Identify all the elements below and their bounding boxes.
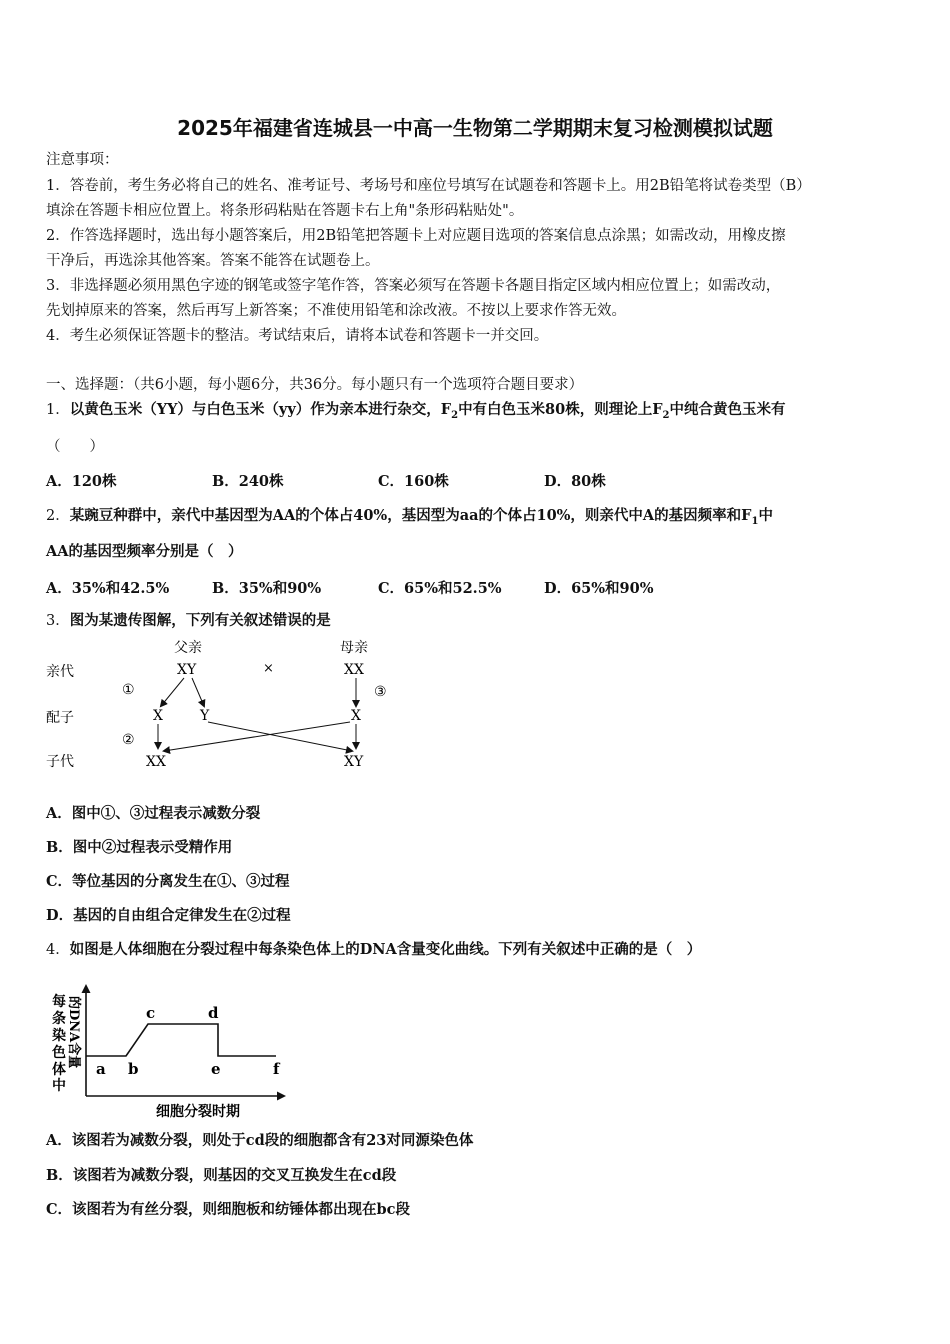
ylabel-char-3: 染	[52, 1028, 66, 1044]
question-1-bracket: （ ）	[46, 439, 104, 455]
q3-option-a[interactable]: A．图中①、③过程表示减数分裂	[46, 805, 261, 822]
q3-option-d[interactable]: D．基因的自由组合定律发生在②过程	[46, 907, 291, 924]
section-heading: 一、选择题：（共6小题，每小题6分，共36分。每小题只有一个选项符合题目要求）	[46, 377, 584, 393]
ylabel-char-5: 体	[52, 1062, 66, 1078]
q1-text-b: 中有白色玉米80株，则理论上F	[458, 401, 663, 418]
q4-option-b[interactable]: B．该图若为减数分裂，则基因的交叉互换发生在cd段	[46, 1167, 397, 1184]
y-axis-label	[51, 993, 82, 1094]
ylabel-rotated: 的DNA含量	[66, 996, 81, 1069]
dna-content-graph	[44, 978, 294, 1123]
notice-line-6: 先划掉原来的答案，然后再写上新答案；不准使用铅笔和涂改液。不按以上要求作答无效。	[46, 303, 626, 319]
q1-text-a: 以黄色玉米（YY）与白色玉米（yy）作为亲本进行杂交，F	[69, 401, 452, 418]
notice-line-1: 1．答卷前，考生务必将自己的姓名、准考证号、考场号和座位号填写在试题卷和答题卡上。用2B铅笔将试卷类型（B）	[46, 178, 811, 194]
notice-line-4: 干净后，再选涂其他答案。答案不能答在试题卷上。	[46, 253, 380, 269]
arrow-mx-to-xx	[164, 722, 350, 751]
father-label: 父亲	[174, 640, 202, 656]
q2-option-a[interactable]: A．35%和42.5%	[46, 580, 170, 597]
offspring-xy: XY	[344, 754, 364, 770]
q4-option-c[interactable]: C．该图若为有丝分裂，则细胞板和纺锤体都出现在bc段	[46, 1201, 411, 1218]
q3-option-c[interactable]: C．等位基因的分离发生在①、③过程	[46, 873, 290, 890]
q2-option-b[interactable]: B．35%和90%	[212, 580, 322, 597]
q3-text: 图为某遗传图解，下列有关叙述错误的是	[69, 612, 331, 629]
q2-text-a: 某豌豆种群中，亲代中基因型为AA的个体占40%，基因型为aa的个体占10%，则亲代中A的基因频率和F	[69, 507, 752, 524]
ylabel-char-1: 每	[52, 994, 66, 1010]
question-3-stem	[46, 611, 906, 631]
question-2-options	[46, 577, 654, 598]
point-d: d	[208, 1004, 219, 1022]
step-3-label: ③	[374, 684, 387, 700]
q4-option-a[interactable]: A．该图若为减数分裂，则处于cd段的细胞都含有23对同源染色体	[46, 1132, 474, 1149]
question-4-stem	[46, 940, 906, 960]
notice-line-7: 4．考生必须保证答题卡的整洁。考试结束后，请将本试卷和答题卡一并交回。	[46, 328, 549, 344]
q2-option-d[interactable]: D．65%和90%	[544, 580, 654, 597]
question-4-number: 4．	[46, 942, 70, 958]
notice-line-5: 3．非选择题必须用黑色字迹的钢笔或签字笔作答，答案必须写在答题卡各题目指定区域内相应位置上；如需改动，	[46, 278, 781, 294]
gamete-mother-x: X	[351, 708, 361, 724]
cross-sign: ×	[263, 661, 274, 676]
ylabel-char-6: 中	[52, 1078, 66, 1094]
arrow-father-to-x	[161, 678, 184, 706]
row-label-offspring: 子代	[46, 754, 74, 770]
father-genotype: XY	[177, 662, 197, 678]
question-2-stem-line2: AA的基因型频率分别是（ ）	[46, 543, 243, 560]
offspring-xx: XX	[146, 754, 166, 770]
point-e: e	[211, 1060, 221, 1078]
step-1-label: ①	[122, 682, 135, 698]
q3-option-b[interactable]: B．图中②过程表示受精作用	[46, 839, 233, 856]
q2-text-b: 中	[758, 507, 773, 524]
exam-title: 2025年福建省连城县一中高一生物第二学期期末复习检测模拟试题	[177, 116, 773, 140]
x-axis-label: 细胞分裂时期	[156, 1104, 240, 1120]
dna-curve	[86, 1024, 276, 1056]
q1-text-c: 中纯合黄色玉米有	[669, 401, 786, 418]
question-3-number: 3．	[46, 613, 70, 629]
gamete-father-x: X	[153, 708, 163, 724]
row-label-gametes: 配子	[46, 710, 74, 726]
q1-sub-1: 2	[451, 409, 459, 421]
row-label-parents: 亲代	[46, 664, 74, 680]
step-2-label: ②	[122, 732, 135, 748]
q4-text: 如图是人体细胞在分裂过程中每条染色体上的DNA含量变化曲线。下列有关叙述中正确的是（ ）	[69, 941, 702, 958]
mother-label: 母亲	[340, 640, 368, 656]
arrow-y-to-xy	[208, 722, 352, 751]
q1-option-d[interactable]: D．80株	[544, 473, 606, 490]
notice-line-2: 填涂在答题卡相应位置上。将条形码粘贴在答题卡右上角"条形码粘贴处"。	[46, 203, 524, 219]
q2-option-c[interactable]: C．65%和52.5%	[378, 580, 502, 597]
question-2-stem	[46, 506, 906, 532]
q1-sub-2: 2	[662, 409, 670, 421]
q2-sub-1: 1	[751, 515, 759, 527]
point-c: c	[146, 1004, 156, 1022]
notice-line-3: 2．作答选择题时，选出每小题答案后，用2B铅笔把答题卡上对应题目选项的答案信息点涂黑；如需改动，用橡皮擦	[46, 228, 786, 244]
question-1-options	[46, 470, 606, 491]
question-1-stem	[46, 400, 906, 426]
notice-heading: 注意事项：	[46, 152, 119, 168]
point-f: f	[273, 1060, 280, 1078]
q1-option-c[interactable]: C．160株	[378, 473, 449, 490]
arrow-father-to-y	[192, 678, 204, 706]
question-2-number: 2．	[46, 508, 70, 524]
q1-option-b[interactable]: B．240株	[212, 473, 284, 490]
gamete-father-y: Y	[200, 708, 210, 724]
point-a: a	[96, 1060, 106, 1078]
question-1-number: 1．	[46, 402, 70, 418]
point-b: b	[128, 1060, 139, 1078]
ylabel-char-2: 条	[52, 1011, 66, 1027]
q1-option-a[interactable]: A．120株	[46, 473, 117, 490]
genetic-cross-diagram	[40, 636, 400, 776]
ylabel-char-4: 色	[52, 1045, 66, 1061]
mother-genotype: XX	[344, 662, 364, 678]
